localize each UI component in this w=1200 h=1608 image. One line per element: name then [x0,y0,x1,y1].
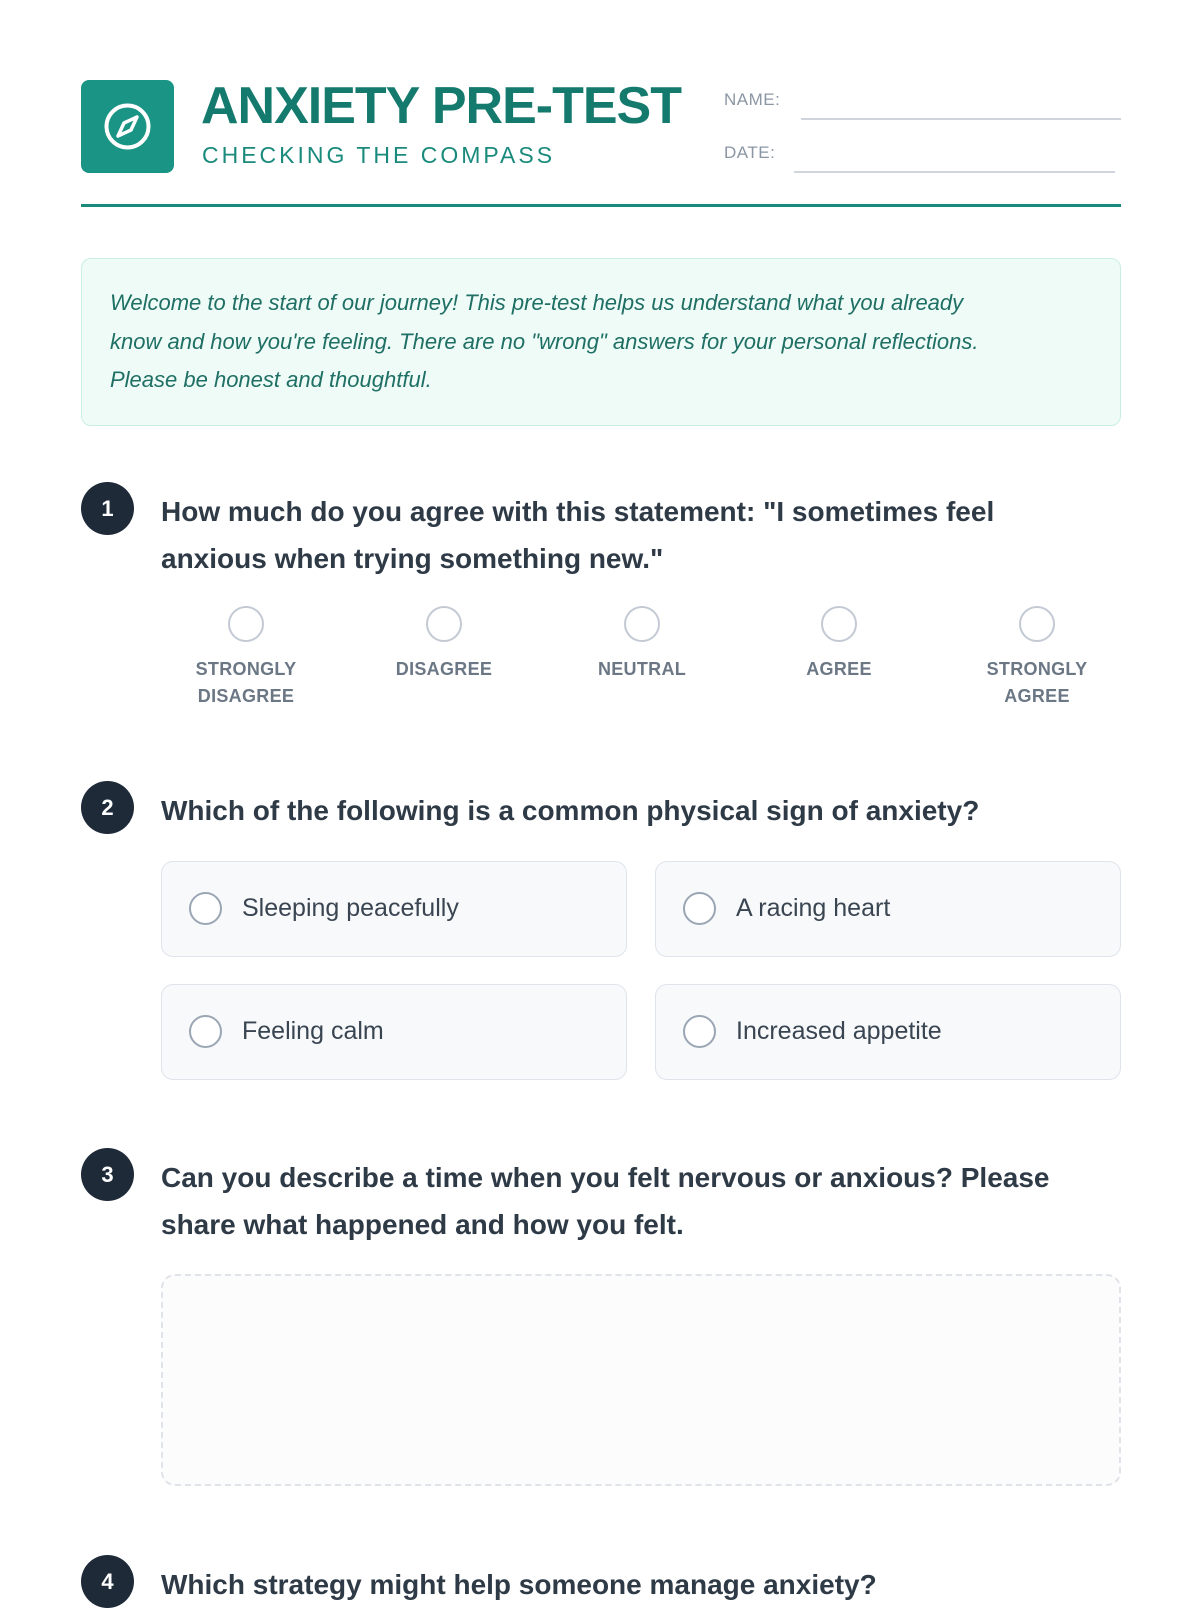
question-line: Can you describe a time when you felt nervous or anxious? Please [161,1162,1050,1193]
radio-circle[interactable] [189,1015,222,1048]
likert-label: AGREE [806,659,872,679]
question-line: anxious when trying something new." [161,543,664,574]
question-number-badge: 2 [81,781,134,834]
likert-label: STRONGLY AGREE [986,659,1088,706]
intro-line: Welcome to the start of our journey! This pre-test helps us understand what you already [110,290,964,315]
date-field[interactable] [794,171,1115,173]
likert-label: NEUTRAL [597,659,687,679]
answer-textarea[interactable] [161,1274,1121,1486]
radio-circle[interactable] [683,1015,716,1048]
logo [81,80,174,173]
question-4-text: Which strategy might help someone manage anxiety? [161,1569,877,1600]
question-line: How much do you agree with this statement: "I sometimes feel [161,496,995,527]
name-label: NAME: [724,90,781,109]
likert-option-disagree[interactable] [364,606,524,683]
name-field[interactable] [801,118,1121,120]
intro-box [81,258,1121,426]
intro-line: Please be honest and thoughtful. [110,367,432,392]
radio-circle[interactable] [683,892,716,925]
question-2-text: Which of the following is a common physical sign of anxiety? [161,795,980,826]
choice-option[interactable] [655,861,1121,957]
worksheet-page [81,0,1121,1600]
radio-circle[interactable] [624,606,660,642]
question-number-badge: 1 [81,482,134,535]
header [81,77,1121,207]
date-label: DATE: [724,143,776,162]
question-line: share what happened and how you felt. [161,1209,684,1240]
radio-circle[interactable] [1019,606,1055,642]
question-3-text [161,1154,1121,1248]
radio-circle[interactable] [228,606,264,642]
radio-circle[interactable] [426,606,462,642]
choice-label: Increased appetite [736,1017,942,1045]
page-title: ANXIETY PRE-TEST [201,77,682,135]
likert-option-neutral[interactable] [562,606,722,683]
radio-circle[interactable] [821,606,857,642]
choice-label: Feeling calm [242,1017,384,1045]
question-number-badge: 3 [81,1148,134,1201]
intro-text [110,284,1092,400]
likert-scale [162,606,1122,716]
page-subtitle: CHECKING THE COMPASS [202,142,556,168]
choice-label: Sleeping peacefully [242,894,459,922]
question-number-badge: 4 [81,1555,134,1608]
choice-label: A racing heart [736,894,891,922]
likert-label: STRONGLY DISAGREE [195,659,297,706]
radio-circle[interactable] [189,892,222,925]
question-1-text [161,488,1121,582]
choice-option[interactable] [161,861,627,957]
choice-option[interactable] [655,984,1121,1080]
likert-option-strongly-agree[interactable] [957,606,1117,710]
intro-line: know and how you're feeling. There are no "wrong" answers for your personal reflections. [110,328,979,354]
compass-icon [100,99,155,154]
choice-option[interactable] [161,984,627,1080]
likert-label: DISAGREE [395,659,493,679]
likert-option-strongly-disagree[interactable] [166,606,326,710]
likert-option-agree[interactable] [759,606,919,683]
